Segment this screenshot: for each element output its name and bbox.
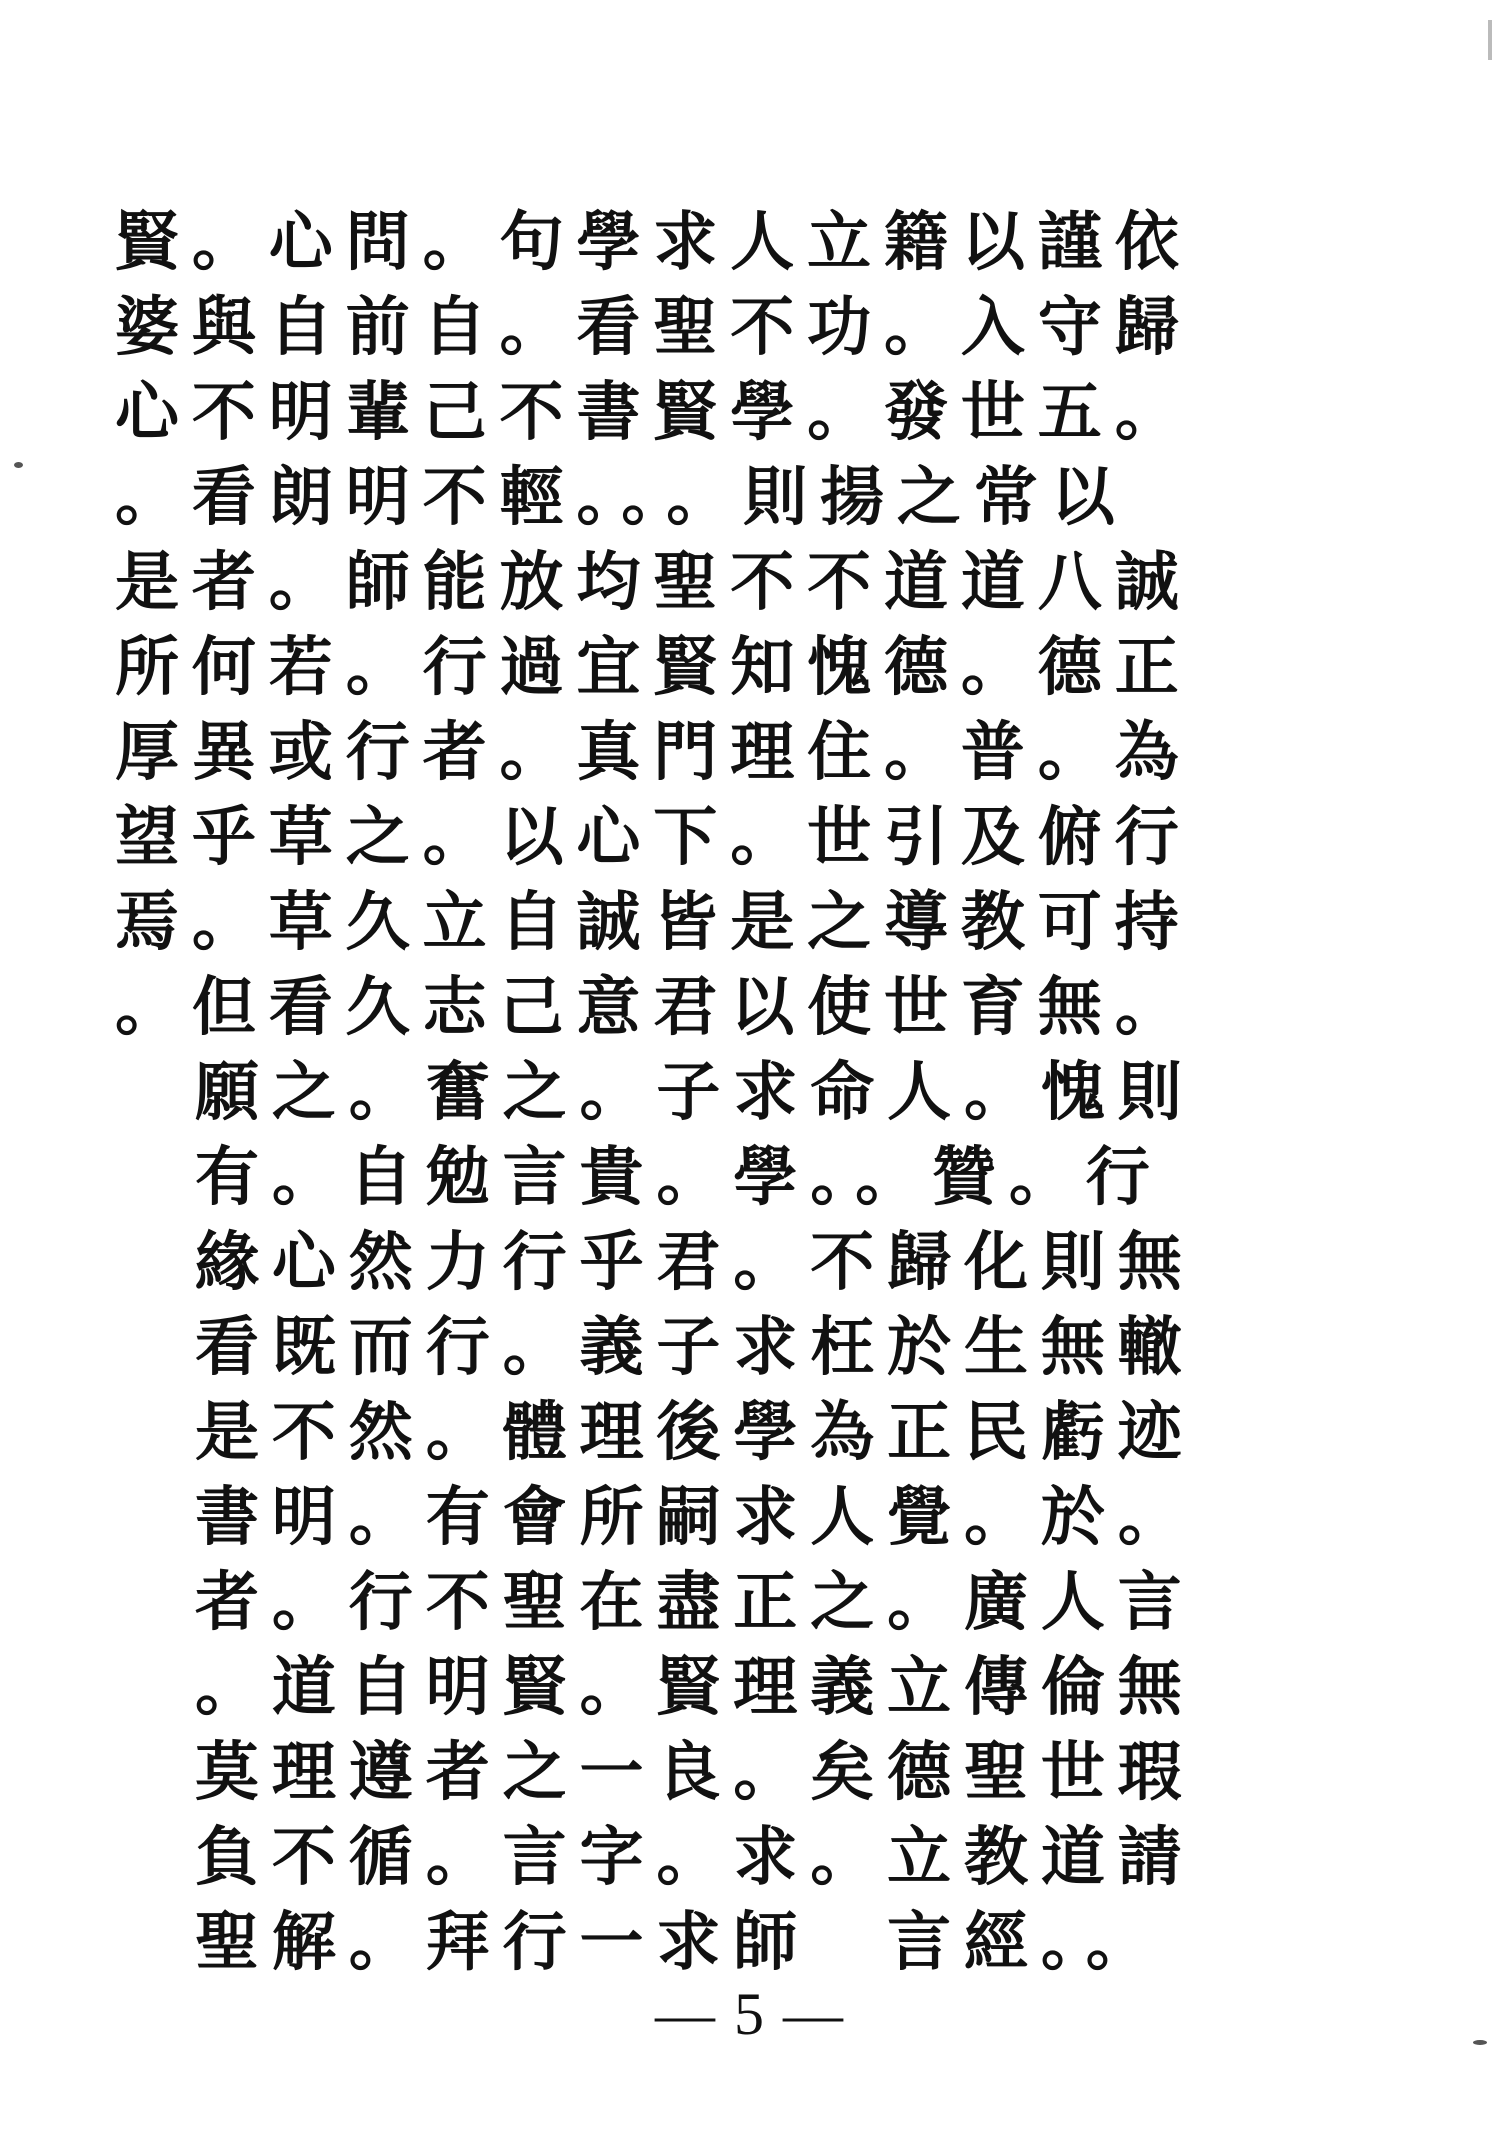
text-line: 緣心然力行乎君。不歸化則無 bbox=[195, 1225, 1195, 1300]
text-line: 。但看久志己意君以使世育無。 bbox=[115, 970, 1192, 1045]
scan-speck bbox=[14, 462, 23, 468]
text-line: 焉。草久立自誠皆是之導教可持 bbox=[115, 885, 1192, 960]
text-line: 願之。奮之。子求命人。愧則 bbox=[195, 1055, 1195, 1130]
text-line: 婆與自前自。看聖不功。入守歸 bbox=[115, 290, 1192, 365]
text-line: 莫理遵者之一良。矣德聖世瑕 bbox=[195, 1735, 1195, 1810]
text-line: 是者。師能放均聖不不道道八誠 bbox=[115, 545, 1192, 620]
text-line: 賢。心問。句學求人立籍以謹依 bbox=[115, 205, 1192, 280]
text-line: 望乎草之。以心下。世引及俯行 bbox=[115, 800, 1192, 875]
text-line: 負不循。言字。求。立教道請 bbox=[195, 1820, 1195, 1895]
body-text bbox=[115, 200, 1275, 1985]
text-line: 所何若。行過宜賢知愧德。德正 bbox=[115, 630, 1192, 705]
text-line: 心不明輩己不書賢學。發世五。 bbox=[115, 375, 1192, 450]
text-line: 書明。有會所嗣求人覺。於。 bbox=[195, 1480, 1195, 1555]
page-number: — 5 — bbox=[655, 1981, 845, 2047]
text-line: 。看朗明不輕。。。則揚之常以 bbox=[115, 460, 1128, 535]
text-line: 看既而行。義子求枉於生無轍 bbox=[195, 1310, 1195, 1385]
text-line: 是不然。體理後學為正民虧迹 bbox=[195, 1395, 1195, 1470]
text-line: 聖解。拜行一求師 言經。。 bbox=[195, 1905, 1163, 1980]
text-line: 。道自明賢。賢理義立傳倫無 bbox=[195, 1650, 1195, 1725]
text-line: 有。自勉言貴。學。。贊。行 bbox=[195, 1140, 1163, 1215]
scan-speck bbox=[1473, 2040, 1487, 2045]
text-line: 者。行不聖在盡正之。廣人言 bbox=[195, 1565, 1195, 1640]
scan-speck bbox=[1488, 20, 1492, 60]
text-line: 厚異或行者。真門理住。普。為 bbox=[115, 715, 1192, 790]
